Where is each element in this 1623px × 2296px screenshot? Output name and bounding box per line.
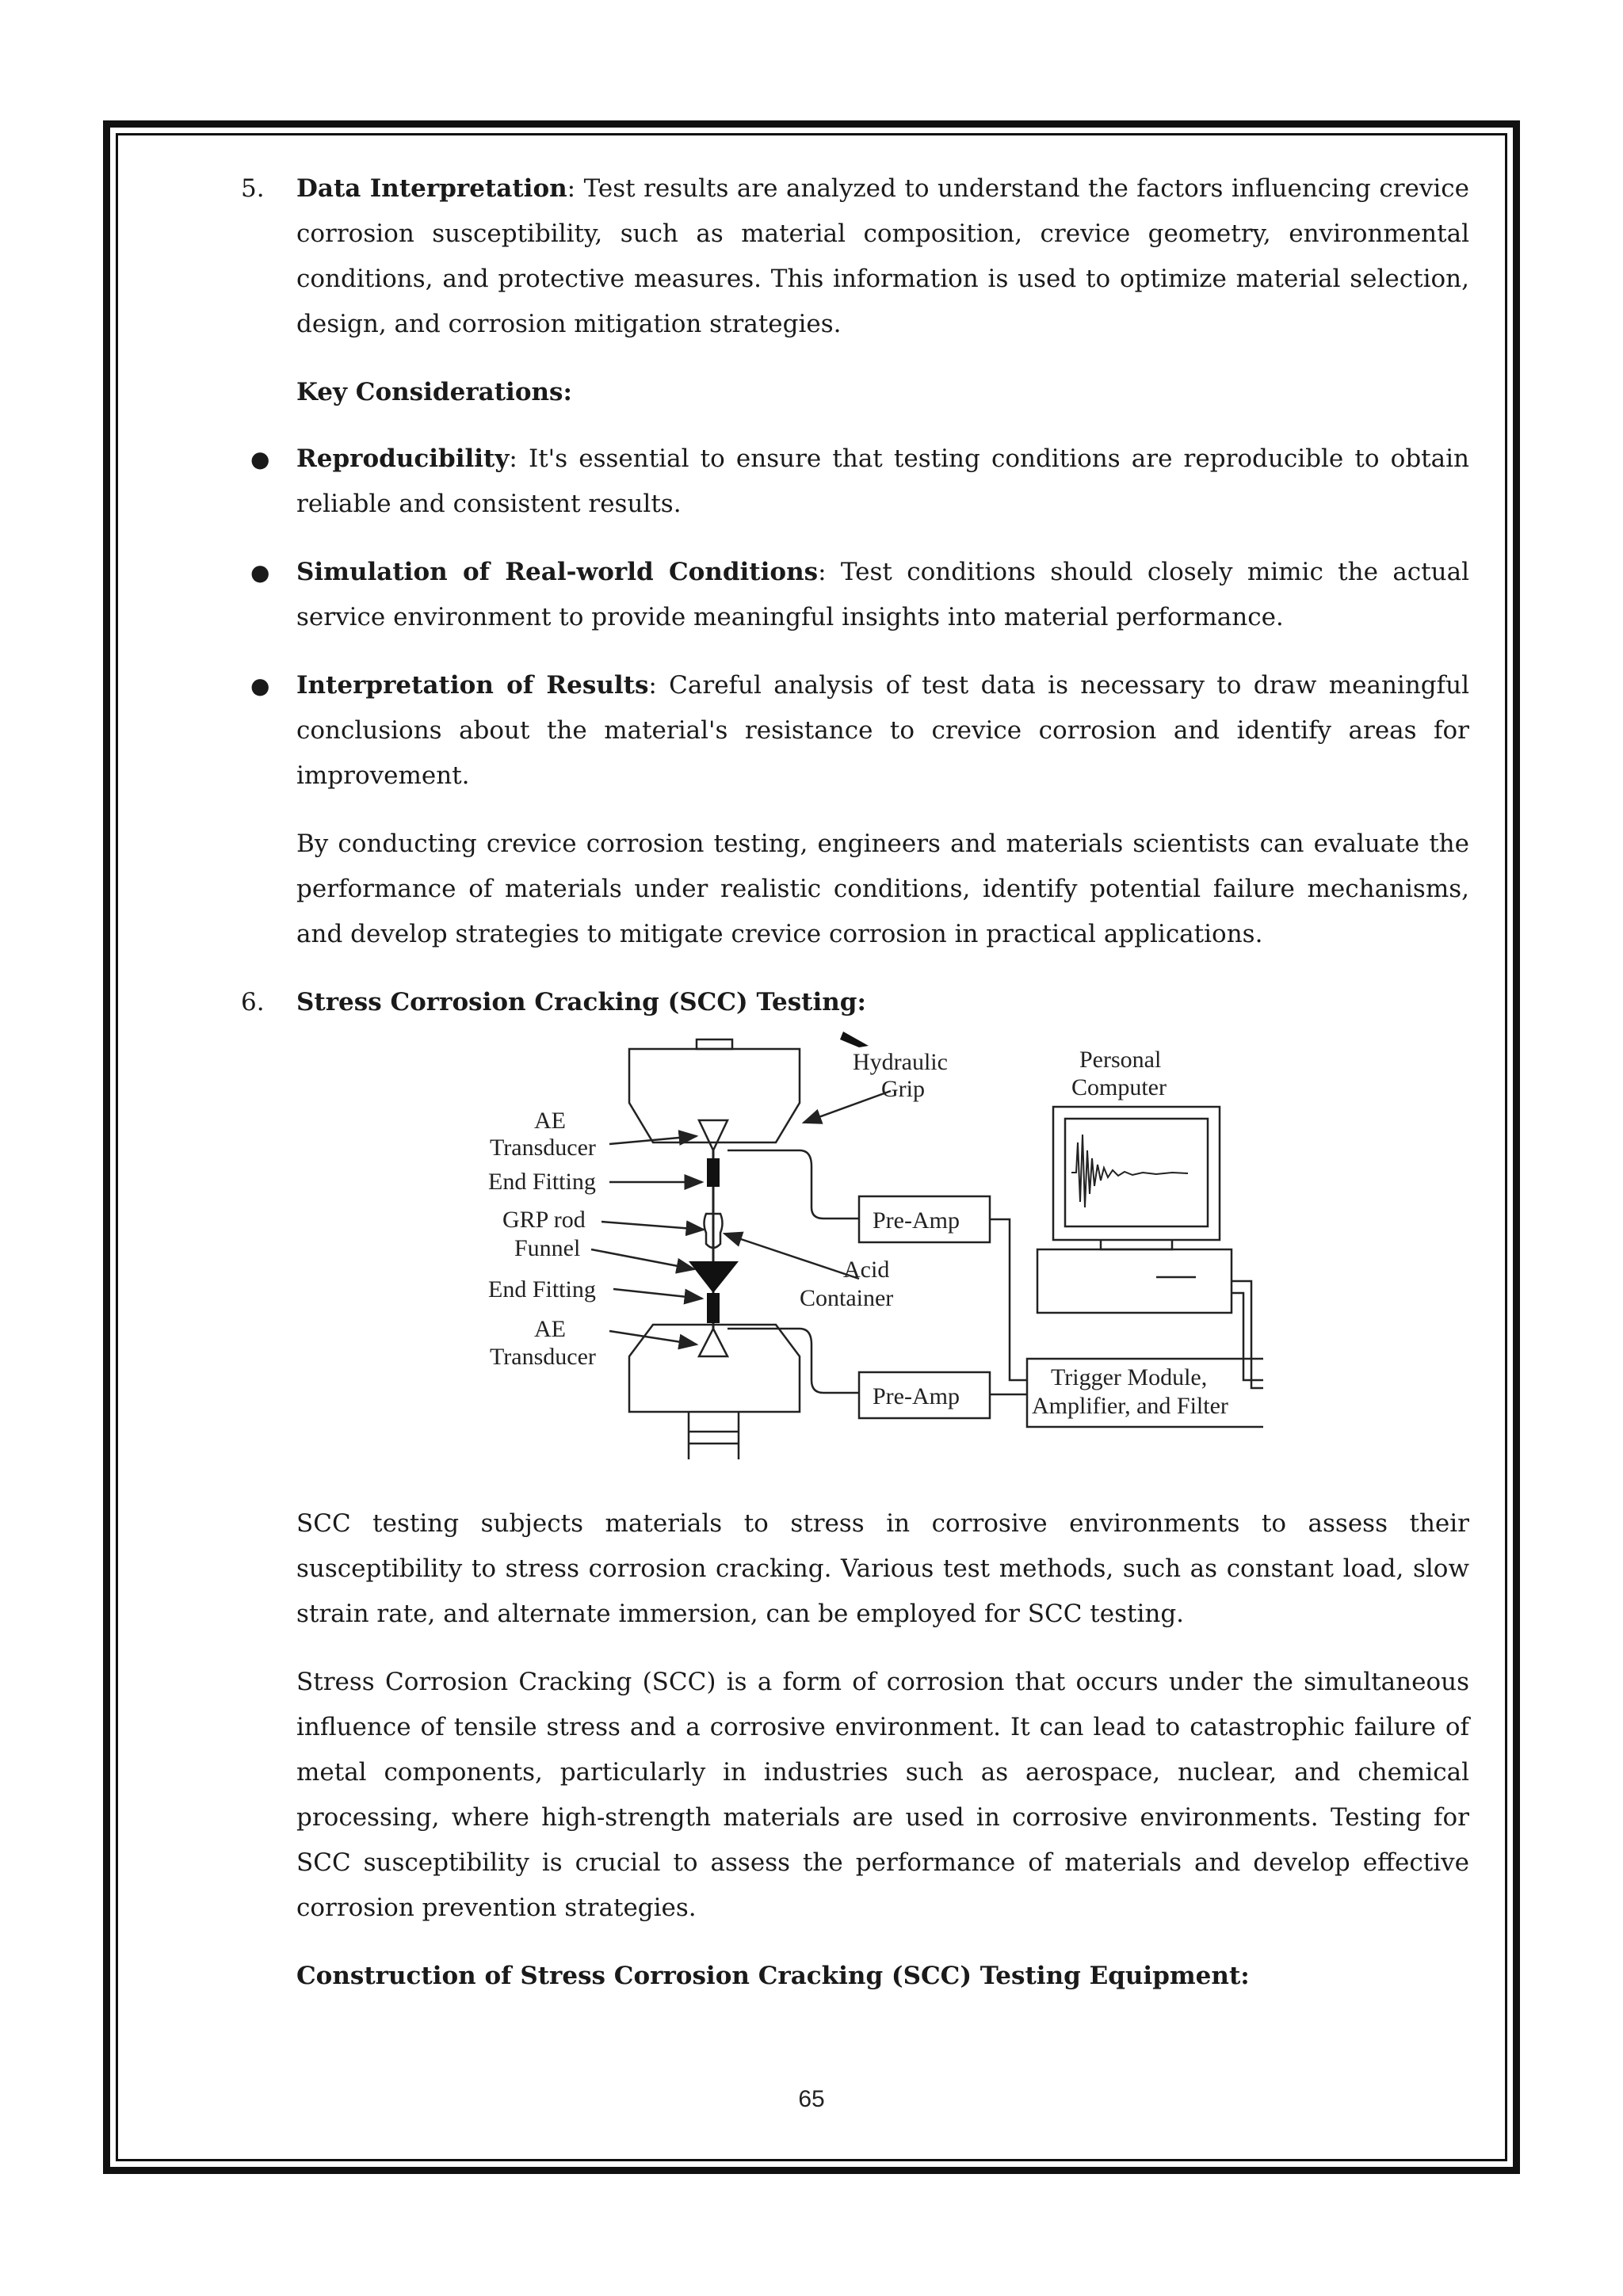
end-fitting-bottom (707, 1293, 720, 1323)
hydraulic-grip-top (629, 1049, 800, 1142)
list-number: 6. (241, 988, 265, 1016)
bullet-item (241, 437, 1469, 527)
grip-top-cap (697, 1039, 732, 1049)
label-end-fitting-bottom: End Fitting (488, 1276, 596, 1302)
bullet-text: : It's essential to ensure that testing conditions are reproducible to obtain reliable and consistent results. (296, 444, 1469, 518)
item-title: Stress Corrosion Cracking (SCC) Testing: (296, 988, 866, 1016)
label-trigger-module-2: Amplifier, and Filter (1032, 1393, 1228, 1419)
construction-heading: Construction of Stress Corrosion Cracking (SCC) Testing Equipment: (296, 1962, 1250, 1990)
label-trigger-module-1: Trigger Module, (1051, 1364, 1208, 1390)
wire-computer-1 (1232, 1281, 1263, 1388)
leader-hydraulic-grip (804, 1091, 891, 1123)
ae-transducer-bottom (699, 1329, 727, 1356)
label-personal-computer-2: Computer (1071, 1074, 1167, 1100)
bullet-title: Interpretation of Results (296, 671, 649, 700)
cable-bottom (727, 1329, 859, 1393)
label-hydraulic-grip-2: Grip (881, 1076, 925, 1102)
scc-paragraph-1: SCC testing subjects materials to stress in corrosive environments to assess their susceptibility to stress corrosion cracking. Various test methods, such as constant load, slow strain rate, and alternate immersion, can be employed for SCC testing. (296, 1509, 1469, 1628)
wire-preamp-top (990, 1219, 1027, 1380)
leader-end-fitting-bottom (613, 1289, 702, 1299)
label-grp-rod: GRP rod (502, 1207, 586, 1233)
label-acid-container-1: Acid (843, 1257, 890, 1283)
label-funnel: Funnel (514, 1235, 581, 1261)
computer-base (1037, 1249, 1232, 1313)
label-pre-amp-top: Pre-Amp (873, 1207, 960, 1234)
key-considerations-heading: Key Considerations: (296, 378, 572, 406)
grip-bottom-base (689, 1412, 739, 1459)
label-ae-top-1: AE (534, 1108, 566, 1134)
label-ae-bottom-1: AE (534, 1316, 566, 1342)
label-acid-container-2: Container (800, 1285, 894, 1311)
bullet-icon: ● (250, 673, 270, 699)
scc-paragraph-2: Stress Corrosion Cracking (SCC) is a form of corrosion that occurs under the simultaneous influence of tensile stress and a corrosive environment. It can lead to catastrophic failure of metal components, particularly in industries such as aerospace, nuclear, and chemical processing, where high-strength materials are used in corrosive environments. Testing for SCC susceptibility is crucial to assess the performance of materials and develop effective corrosion prevention strategies. (296, 1668, 1469, 1922)
ae-transducer-top (699, 1120, 727, 1150)
bullet-icon: ● (250, 559, 270, 585)
label-pre-amp-bottom: Pre-Amp (873, 1383, 960, 1409)
list-item-6 (241, 980, 1469, 1025)
label-end-fitting-top: End Fitting (488, 1169, 596, 1195)
leader-ae-bottom (609, 1331, 697, 1344)
bullet-item (241, 550, 1469, 640)
computer-stand (1101, 1240, 1172, 1249)
funnel-shape (689, 1261, 739, 1293)
bullet-text: : Test conditions should closely mimic the actual service environment to provide meaningful insights into material performance. (296, 558, 1469, 631)
label-personal-computer-1: Personal (1079, 1047, 1162, 1073)
label-ae-bottom-2: Transducer (490, 1344, 596, 1370)
bullet-title: Reproducibility (296, 444, 510, 473)
leader-acid-container (724, 1234, 859, 1279)
list-item-5 (241, 166, 1469, 347)
small-pointer-shape (840, 1032, 869, 1047)
wire-computer-2 (1232, 1293, 1263, 1380)
bullet-item (241, 663, 1469, 799)
label-ae-top-2: Transducer (490, 1135, 596, 1161)
item-title: Data Interpretation (296, 174, 567, 203)
diagram-svg (487, 1032, 1263, 1471)
item-text: : Test results are analyzed to understand the factors influencing crevice corrosion susceptibility, such as material composition, crevice geometry, environmental conditions, and protective measures. This information is used to optimize material selection, design, and corrosion mitigation strategies. (296, 174, 1470, 338)
bullet-icon: ● (250, 446, 270, 472)
end-fitting-top (707, 1158, 720, 1187)
list-number: 5. (241, 174, 265, 203)
page-content (241, 166, 1469, 2020)
label-hydraulic-grip-1: Hydraulic (853, 1049, 948, 1075)
cable-top (727, 1150, 859, 1219)
page-number: 65 (798, 2086, 825, 2112)
scc-test-setup-diagram (487, 1032, 1263, 1471)
bullet-text: : Careful analysis of test data is necessary to draw meaningful conclusions about the material's resistance to crevice corrosion and identify areas for improvement. (296, 671, 1469, 790)
leader-grp-rod (601, 1222, 704, 1230)
bullet-title: Simulation of Real-world Conditions (296, 558, 819, 586)
leader-funnel (591, 1249, 694, 1269)
waveform-line (1071, 1135, 1188, 1207)
summary-paragraph: By conducting crevice corrosion testing, engineers and materials scientists can evaluate the performance of materials under realistic conditions, identify potential failure mechanisms, and develop strategies to mitigate crevice corrosion in practical applications. (296, 830, 1469, 948)
